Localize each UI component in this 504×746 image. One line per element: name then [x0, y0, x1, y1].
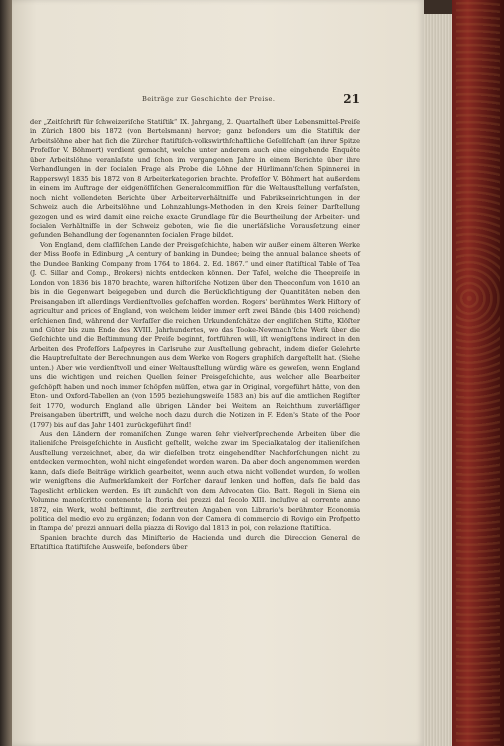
paragraph: Von England, dem claſſiſchen Lande der Preisgeſchichte, haben wir außer einem älteren Werke der Miss Boofe in Edinburg „A century of banking in Dundee; being the annual balance sheets of the Dundee Banking Company from 1764 to 1864. 2. Ed. 1867.“ und einer ſtatiſtical Table of Tea (J. C. Sillar and Comp., Brokers) nichts entdecken können. Der Tafel, welche die Theepreiſe in London von 1836 bis 1870 brachte, waren hiſtoriſche Notizen über den Theeconſum von 1610 an bis in die Gegenwart beigegeben und durch die Berückſichtigung der Quantitäten neben den Preisangaben iſt allerdings Verdienſtvolles geſchaffen worden. Rogers' berühmtes Werk Hiſtory of agricultur and prices of England, von welchem leider immer erſt zwei Bände (bis 1400 reichend) erſchienen ſind, während der Verfaſſer die reichen Urkundenſchätze der engliſchen Stifte, Klöſter und Güter bis zum Ende des XVIII. Jahrhundertes, wo das Tooke-Newmach'ſche Werk über die Geſchichte und die Beſtimmung der Preiſe beginnt, fortführen will, iſt wenigſtens indirect in den Arbeiten des Profeſſors Laſpeyres in Carlsruhe zur Ausſtellung gebracht, indem dieſer Gelehrte die Hauptreſultate der Berechnungen aus dem Werke von Rogers graphiſch dargeſtellt hat. (Siehe unten.) Aber wie verdienſtvoll und einer Weltausſtellung würdig wäre es geweſen, wenn England uns die wichtigen und reichen Quellen ſeiner Preisgeſchichte, aus welcher alle Bearbeiter geſchöpft haben und noch immer ſchöpfen müſſen, etwa gar in Original, vorgeführt hätte, von den Eton- und Oxford-Tabellen an (von 1595 beziehungsweiſe 1583 an) bis auf die amtlichen Regiſter ſeit 1770, wodurch England alle übrigen Länder bei Weitem an Reichthum zuverläſſiger Preisangaben übertrifft, und welche noch dazu durch die Notizen in F. Eden's State of the Poor (1797) bis auf das Jahr 1401 zurückgeführt ſind! [30, 240, 360, 429]
page-number: 21 [343, 92, 360, 106]
running-head: Beiträge zur Geschichte der Preise. [142, 95, 276, 103]
paragraph: Aus den Ländern der romaniſchen Zunge waren ſehr vielverſprechende Arbeiten über die italieniſche Preisgeſchichte in Ausſicht geſtellt, welche zwar im Specialkatalog der italieniſchen Ausſtellung verzeichnet, aber, da wir dieſelben trotz eingehendſter Nachforſchungen nicht zu entdecken vermochten, wohl nicht eingeſendet worden waren. Da aber doch angenommen werden kann, daſs dieſe Beiträge wirklich gearbeitet, wenn auch etwa nicht vollendet wurden, ſo wollen wir wenigſtens die Aufmerkſamkeit der Forſcher darauf lenken und hoffen, daſs ſie bald das Tageslicht erblicken werden. Es iſt zunächſt von dem Advocaten Gio. Batt. Regoli in Siena ein Volumne manoſcritto contenente la ſtoria dei prezzi dal ſecolo XIII. incluſive al corrente anno 1872, ein Werk, wohl beſtimmt, die zerſtreuten Angaben von Librario's berühmter Economia politica del medio evo zu ergänzen; ſodann von der Camera di commercio di Rovigo ein Profpetto in ſtampa de' prezzi annuari della piazza di Rovigo dal 1813 in poi, con relazione ſtatiſtica. [30, 429, 360, 533]
marbled-cover-edge [452, 0, 504, 746]
body-text [30, 118, 360, 553]
paragraph: der „Zeitſchrift für ſchweizeriſche Statiſtik“ IX. Jahrgang, 2. Quartalheft über Lebensmittel-Preiſe in Zürich 1800 bis 1872 (von Bertelsmann) hervor; ganz beſonders um die Statiſtik der Arbeitslöhne aber hat ſich die Zürcher ſtatiſtiſch-volkswirthſchaftliche Geſellſchaft (an ihrer Spitze Profeſſor V. Böhmert) verdient gemacht, welche unter anderem auch eine eingehende Enquête über Arbeitslöhne veranlaſste und ſchon im vergangenen Jahre in einem Berichte über ihre Verhandlungen in der ſocialen Frage als Probe die Löhne der Hürlimann'ſchen Spinnerei in Rapperswyl 1835 bis 1872 von 8 Arbeiterkategorien brachte. Profeſſor V. Böhmert hat außerdem in einem im Auftrage der eidgenöſſiſchen Generalcommiſſion für die Weltausſtellung verfaſsten, noch nicht vollendeten Berichte über Arbeiterverhältniſſe und Fabrikseinrichtungen in der Schweiz auch die Arbeitslöhne und Lohnzahlungs-Methoden in den Kreis ſeiner Darſtellung gezogen und es wird damit eine reiche exacte Grundlage für die Beurtheilung der Arbeiter- und ſocialen Verhältniſſe in der Schweiz geboten, wie ſie die unerläſsliche Vorausſetzung einer geſunden Behandlung der ſogenannten ſocialen Frage bildet. [30, 118, 360, 240]
page-stack-edge [424, 14, 452, 746]
paragraph: Spanien brachte durch das Miniſterio de Hacienda und durch die Direccion General de Eſtatiſtica ſtatiſtiſche Ausweiſe, beſonders über [30, 533, 360, 552]
page-header [30, 92, 360, 114]
